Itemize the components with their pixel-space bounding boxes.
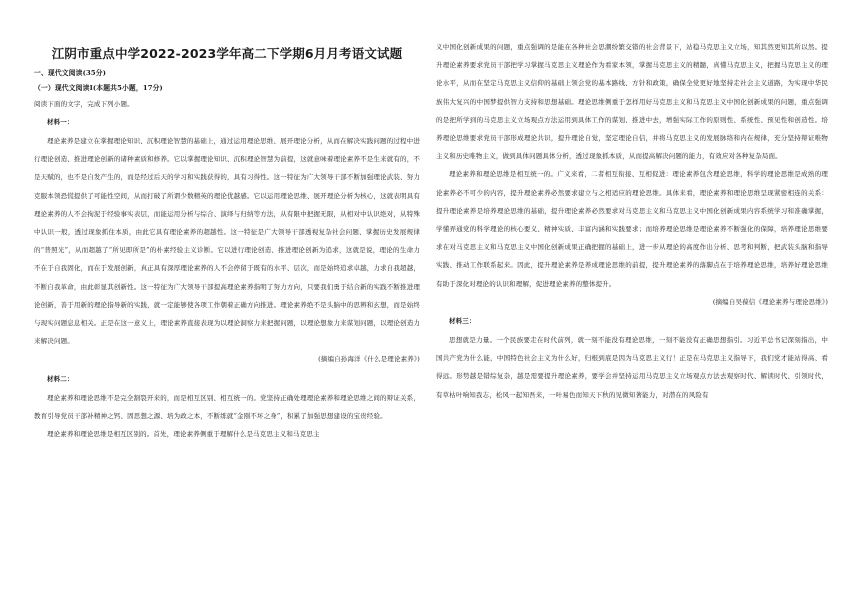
material-two-paragraph-1: 理论素养和理论思维不是完全割裂开来的，而是相互区别、相互统一的。党坚持正确处理理论素养和理论思维之间的辩证关系，教育引导党员干部补精神之钙、固思想之源、培为政之本，不断练就“金刚不坏之身”，积累了加强思想建设的宝贵经验。 <box>34 393 420 420</box>
material-one-paragraph: 理论素养是建立在掌握理论知识、沉积理论智慧的基础上，通过运用理论思维、展开理论分析，从而在解决实践问题的过程中进行理论创造、推进理论创新的诸种素质和修养。它以掌握理论知识、沉积理论智慧为前提，这就意味着理论素养不是生来就有的，不是天赋的，也不是自发产生的，而是经过后天的学习和实践获得的，具有习得性。这一特征为广大领导干部不断加强理论武装、努力克服本领恐慌提供了可能性空间，从而打破了所谓少数精英的理论优越感。它以运用理论思维、展开理论分析为核心，这就表明具有理论素养的人不会拘泥于经验事实表层，而能运用分析与综合、演绎与归纳等方法，从有限中把握无限，从相对中认识绝对，从特殊中认识一般，透过现象抓住本质，由此它具有理论素养的超越性。这一特征是广大领导干部透视复杂社会问题、掌握历史发展规律的“普照光”，从而超越了“所见即所是”的朴素经验主义诊断。它以进行理论创造、推进理论创新为追求，这就是说，理论的生命力不在于自我固化，而在于发展创新，真正具有深厚理论素养的人不会停留于既有的水平、层次，而是始终追求卓越，力求自我超越，不断自我革命，由此彰显其创新性。这一特征为广大领导干部提高理论素养指明了努力方向，只要我们勇于结合新的实践不断推进理论创新，善于用新的理论指导新的实践，就一定能够使各项工作朝着正确方向推进。理论素养绝不是头脑中的思辨和玄想，而是始终与现实问题息息相关。正是在这一意义上，理论素养直接表现为以理论洞察力来把握问题，以理论想象力来谋划问题，以理论创造力来解决问题。 <box>34 137 420 346</box>
material-three-label: 材料三： <box>449 317 476 326</box>
material-two-label: 材料二： <box>47 374 74 383</box>
material-two-source: (摘编自吴葆信《理论素养与理论思维》) <box>712 297 828 306</box>
material-two-paragraph-2: 义中国化创新成果的问题，重点强调的是能在各种社会思潮纷繁交错的社会背景下，站稳马克思主义立场，知其然更知其所以然。提升理论素养要求党员干部把学习掌握马克思主义理论作为看家本领，掌握马克思主义的精髓，真懂马克思主义，把握马克思主义的理论水平，从而在坚定马克思主义信仰的基础上领会党的基本路线、方针和政策，确保全党更好地坚持走社会主义道路，为实现中华民族伟大复兴的中国梦提供智力支持和思想基础。理论思维侧重于怎样用好马克思主义和马克思主义中国化创新成果的问题，重点强调的是把所学到的马克思主义立场观点方法运用到具体工作的谋划、推进中去，增强实际工作的原则性、系统性、预见性和创造性。培养理论思维要求党员干部形成理论共识，提升理论自觉，坚定理论自信，并将马克思主义的发展脉络和内在规律，充分坚持辩证唯物主义和历史唯物主义，做到具体问题具体分析，透过现象抓本质，从而提高解决问题的能力，有效应对各种复杂局面。 <box>436 43 828 161</box>
section-heading: 一、现代文阅读(35分) <box>34 69 107 77</box>
right-column <box>436 38 828 404</box>
material-two-paragraph-3: 理论素养和理论思维是相互统一的。广义来看，二者相互衔接、互相促进：理论素养包含理论思维，科学的理论思维是成熟的理论素养必不可少的内容，提升理论素养必然要求建立与之相适应的理论思维。具体来看，理论素养和理论思维呈现紧密相连的关系：提升理论素养是培养理论思维的基础，提升理论素养必然要求对马克思主义和马克思主义中国化创新成果内容系统学习和准确掌握，学懂弄通党的科学理论的核心要义、精神实质、丰富内涵和实践要求；而培养理论思维是理论素养不断强化的保障，培养理论思维要求在对马克思主义和马克思主义中国化创新成果正确把握的基础上，进一步从理论的高度作出分析、思考和判断，把武装头脑和指导实践、推动工作联系起来。因此，提升理论素养是养成理论思维的前提，提升理论素养的落脚点在于培养理论思维，培养好理论思维有助于深化对理论的认识和理解，促进理论素养的整体提升。 <box>436 170 828 288</box>
material-three-paragraph: 思想就是力量。一个民族要走在时代前列，就一刻不能没有理论思维，一刻不能没有正确思想指引。习近平总书记深刻指出，中国共产党为什么能，中国特色社会主义为什么好，归根到底是因为马克思主义行！正是在马克思主义指导下，我们党才能站得高、看得远。形势越是错综复杂，越是需要提升理论素养，要学会并坚持运用马克思主义立场观点方法去观察时代、解读时代、引领时代，有草枯叶响知我志，松风一起知吾来，一叶易色而知天下秋的见微知著能力，对潜在的风险有 <box>436 336 828 399</box>
subsection-heading: （一）现代文阅读I(本题共5小题，17分) <box>34 84 163 92</box>
material-one-label: 材料一： <box>47 118 74 126</box>
left-column <box>34 40 420 443</box>
page-title: 江阴市重点中学2022-2023学年高二下学期6月月考语文试题 <box>51 46 403 61</box>
material-two-paragraph-2-start: 理论素养和理论思维是相互区别的。首先，理论素养侧重于理解什么是马克思主义和马克思主 <box>47 430 320 439</box>
instruction-text: 阅读下面的文字，完成下列小题。 <box>34 100 134 108</box>
material-one-source: (摘编自孙海洋《什么是理论素养》) <box>318 355 420 364</box>
